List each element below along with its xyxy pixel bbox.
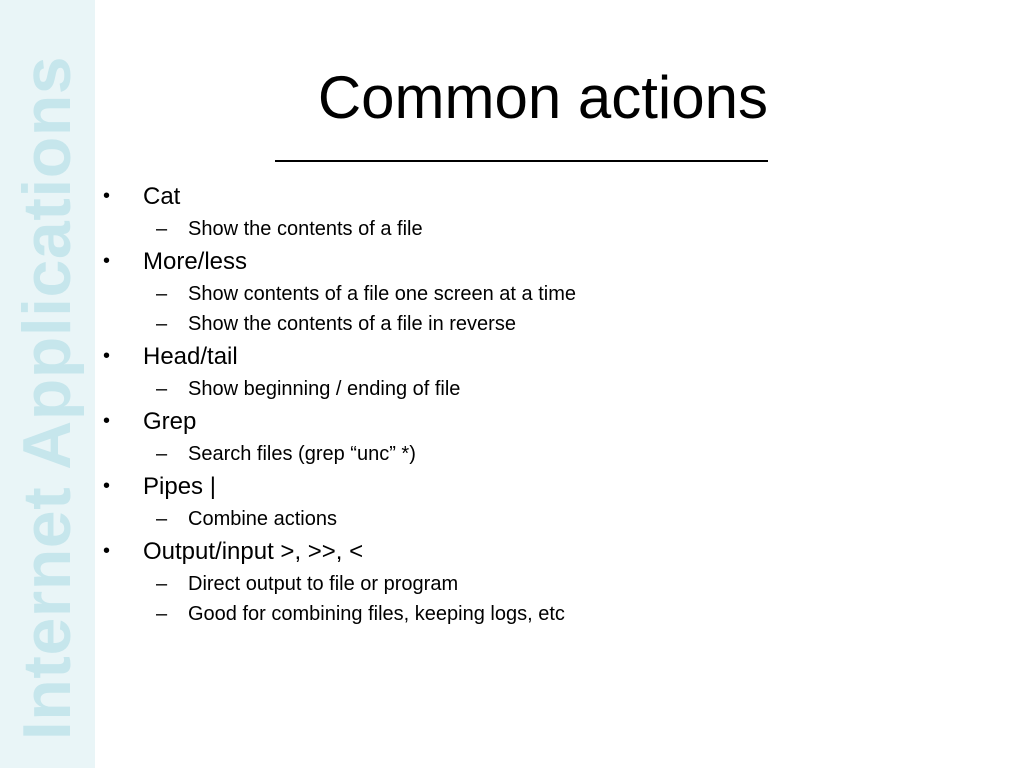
- bullet-icon: •: [103, 185, 111, 207]
- bullet-item-pipes: [100, 469, 980, 534]
- bullet-icon: •: [103, 475, 111, 497]
- sub-item: [100, 309, 980, 339]
- bullet-icon: •: [103, 410, 111, 432]
- sub-item: [100, 279, 980, 309]
- bullet-label: Output/input >, >>, <: [143, 538, 364, 565]
- sidebar-watermark-text: Internet Applications: [9, 55, 85, 741]
- bullet-label: Grep: [143, 408, 197, 435]
- title-underline: [275, 160, 768, 162]
- dash-icon: –: [156, 443, 168, 465]
- dash-icon: –: [156, 508, 168, 530]
- bullet-item-cat: [100, 179, 980, 244]
- sub-label: Show the contents of a file: [188, 218, 423, 240]
- sub-label: Combine actions: [188, 508, 337, 530]
- sub-list: [100, 214, 980, 244]
- bullet-icon: •: [103, 540, 111, 562]
- sub-list: [100, 504, 980, 534]
- bullet-item-more-less: [100, 244, 980, 339]
- bullet-label: Cat: [143, 183, 181, 210]
- bullet-item-output-input: [100, 534, 980, 629]
- sub-item: [100, 214, 980, 244]
- dash-icon: –: [156, 283, 168, 305]
- sub-list: [100, 279, 980, 339]
- sub-list: [100, 569, 980, 629]
- sub-item: [100, 599, 980, 629]
- sub-label: Show the contents of a file in reverse: [188, 313, 516, 335]
- dash-icon: –: [156, 378, 168, 400]
- sub-item: [100, 374, 980, 404]
- sidebar-band: [0, 0, 95, 768]
- sub-label: Good for combining files, keeping logs, etc: [188, 603, 565, 625]
- sub-item: [100, 569, 980, 599]
- bullet-item-head-tail: [100, 339, 980, 404]
- sub-item: [100, 439, 980, 469]
- bullet-item-grep: [100, 404, 980, 469]
- dash-icon: –: [156, 218, 168, 240]
- dash-icon: –: [156, 573, 168, 595]
- bullet-icon: •: [103, 250, 111, 272]
- sub-item: [100, 504, 980, 534]
- sub-label: Show beginning / ending of file: [188, 378, 461, 400]
- bullet-label: Head/tail: [143, 343, 238, 370]
- bullet-icon: •: [103, 345, 111, 367]
- sub-label: Show contents of a file one screen at a time: [188, 283, 576, 305]
- bullet-list: [100, 179, 980, 629]
- sub-label: Direct output to file or program: [188, 573, 459, 595]
- bullet-label: Pipes |: [143, 473, 216, 500]
- sub-label: Search files (grep “unc” *): [188, 443, 416, 465]
- sub-list: [100, 374, 980, 404]
- dash-icon: –: [156, 313, 168, 335]
- dash-icon: –: [156, 603, 168, 625]
- slide-title: Common actions: [317, 64, 768, 131]
- sub-list: [100, 439, 980, 469]
- bullet-label: More/less: [143, 248, 248, 275]
